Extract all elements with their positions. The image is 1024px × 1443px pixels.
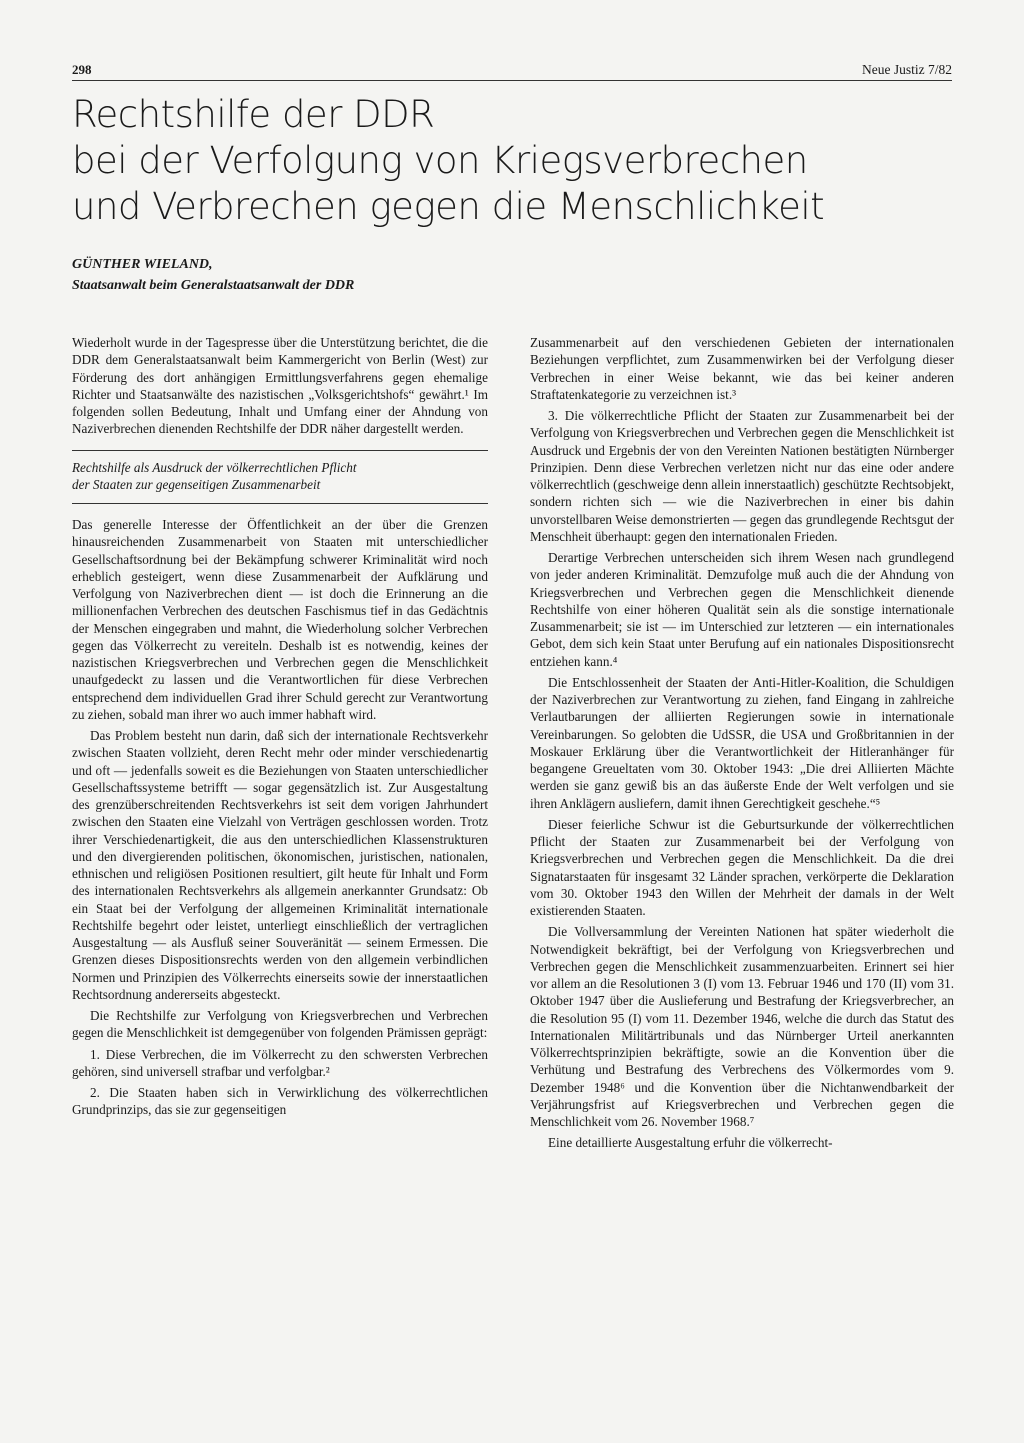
body-paragraph: Das Problem besteht nun darin, daß sich der internationale Rechtsverkehr zwischen Staaten vollzieht, deren Recht mehr oder minder verschiedenartig und oft — jedenfalls soweit es die Beziehungen von Staaten unterschiedlicher Gesellschaftssysteme betrifft — sogar gegensätzlich ist. Zur Ausgestaltung des grenzüberschreitenden Rechtsverkehrs ist seit dem vorigen Jahrhundert zwischen den Staaten eine Vielzahl von Verträgen geschlossen worden. Trotz ihrer Verschiedenartigkeit, die aus den unterschiedlichen Klassenstrukturen und den divergierenden politischen, ökonomischen, juristischen, nationalen, ethnischen und religiösen Positionen resultiert, gilt heute für Inhalt und Form des internationalen Rechtsverkehrs als allgemein anerkannter Grundsatz: Ob ein Staat bei der Verfolgung der allgemeinen Kriminalität internationale Rechtshilfe begehrt oder leistet, unterliegt einschließlich der vertraglichen Ausgestaltung — als Ausfluß seiner Souveränität — seinem Ermessen. Die Grenzen dieses Dispositionsrechts werden von den allgemein verbindlichen Normen und Prinzipien des Völkerrechts einerseits sowie der innerstaatlichen Rechtsordnung andererseits abgesteckt. — [72, 728, 488, 1002]
body-paragraph: Die Vollversammlung der Vereinten Nationen hat später wiederholt die Notwendigkeit bekräftigt, bei der Verfolgung von Kriegsverbrechen und Verbrechen gegen die Menschlichkeit zusammenzuarbeiten. Erinnert sei hier vor allem an die Resolutionen 3 (I) vom 13. Februar 1946 und 170 (II) vom 31. Oktober 1947 über die Auslieferung und Bestrafung der Kriegsverbrecher, an die Resolution 95 (I) vom 11. Dezember 1946, welche die durch das Statut des Internationalen Militärtribunals und das Nürnberger Urteil anerkannten Völkerrechtsprinzipien bekräftigte, sowie an die Konvention über die Verhütung und Bestrafung des Verbrechens des Völkermordes vom 9. Dezember 1948⁶ und die Konvention über die Nichtanwendbarkeit der Verjährungsfrist auf Kriegsverbrechen und Verbrechen gegen die Menschlichkeit vom 26. November 1968.⁷ — [530, 924, 954, 1129]
author-role: Staatsanwalt beim Generalstaatsanwalt der DDR — [72, 278, 355, 293]
page-number: 298 — [72, 62, 92, 77]
section-subheading — [72, 459, 488, 494]
left-column — [72, 334, 488, 1123]
body-paragraph: Dieser feierliche Schwur ist die Geburtsurkunde der völkerrechtlichen Pflicht der Staaten zur Zusammenarbeit bei der Verfolgung von Kriegsverbrechen und Verbrechen gegen die Menschlichkeit. Da die drei Signatarstaaten für insgesamt 32 Länder sprachen, verkörperte die Deklaration vom 30. Oktober 1943 den Willen der Mehrheit der damals in der Welt existierenden Staaten. — [530, 816, 954, 918]
subheading-line-2: der Staaten zur gegenseitigen Zusammenarbeit — [72, 476, 321, 492]
body-paragraph: Die Entschlossenheit der Staaten der Anti-Hitler-Koalition, die Schuldigen der Naziverbrechen zur Verantwortung zu ziehen, fand Eingang in zahlreiche Verlautbarungen der alliierten Regierungen sowie in internationale Vereinbarungen. So gelobten die UdSSR, die USA und Großbritannien in der Moskauer Erklärung über die Verantwortlichkeit der Hitleranhänger für begangene Greueltaten vom 30. Oktober 1943: „Die drei Alliierten Mächte werden sie ganz gewiß bis an das äußerste Ende der Welt verfolgen und sie ihren Anklägern ausliefern, damit ihnen Gerechtigkeit geschehe.“⁵ — [530, 674, 954, 811]
body-paragraph: Das generelle Interesse der Öffentlichkeit an der über die Grenzen hinausreichenden Zusammenarbeit von Staaten mit unterschiedlicher Gesellschaftsordnung bei der Bekämpfung schwerer Kriminalität wird noch erheblich gesteigert, wenn diese Zusammenarbeit der Aufklärung und Verfolgung von Naziverbrechen dient — ist doch die Erinnerung an die millionenfachen Verbrechen des deutschen Faschismus tief in das Gedächtnis der Menschen eingegraben und mahnt, die Wiederholung solcher Verbrechen gegen das Völkerrecht zu vereiteln. Deshalb ist es notwendig, keines der nazistischen Kriegsverbrechen und Verbrechen gegen die Menschlichkeit unaufgedeckt zu lassen und die Verantwortlichen für diese Verbrechen entsprechend dem individuellen Grad ihrer Schuld gerecht zur Verantwortung zu ziehen, sobald man ihrer wo auch immer habhaft wird. — [72, 517, 488, 722]
body-paragraph: Eine detaillierte Ausgestaltung erfuhr die völkerrecht- — [548, 1135, 833, 1151]
intro-paragraph: Wiederholt wurde in der Tagespresse über die Unterstützung berichtet, die die DDR dem Generalstaatsanwalt beim Kammergericht von Berlin (West) zur Förderung des dort anhängigen Ermittlungsverfahrens gegen ehemalige Richter und Staatsanwälte des nazistischen „Volksgerichtshofs“ gewährt.¹ Im folgenden sollen Bedeutung, Inhalt und Umfang einer der Ahndung von Naziverbrechen dienenden Rechtshilfe der DDR näher dargestellt werden. — [72, 335, 488, 437]
author-name: GÜNTHER WIELAND, — [72, 257, 213, 272]
journal-issue: Neue Justiz 7/82 — [862, 62, 952, 77]
body-paragraph: Die Rechtshilfe zur Verfolgung von Kriegsverbrechen und Verbrechen gegen die Menschlichkeit ist demgegenüber von folgenden Prämissen geprägt: — [72, 1008, 488, 1041]
subheading-line-1: Rechtshilfe als Ausdruck der völkerrechtlichen Pflicht — [72, 459, 357, 475]
article-title — [72, 92, 952, 230]
subheading-rule-bottom — [72, 503, 488, 504]
title-line-1: Rechtshilfe der DDR — [72, 93, 435, 136]
author-block — [72, 254, 492, 296]
right-column — [530, 334, 954, 1156]
list-item-1: 1. Diese Verbrechen, die im Völkerrecht zu den schwersten Verbrechen gehören, sind universell strafbar und verfolgbar.² — [72, 1046, 488, 1079]
list-item-2: 2. Die Staaten haben sich in Verwirklichung des völkerrechtlichen Grundprinzips, das sie zur gegenseitigen — [72, 1085, 488, 1118]
title-line-3: und Verbrechen gegen die Menschlichkeit — [72, 185, 825, 228]
body-paragraph: Derartige Verbrechen unterscheiden sich ihrem Wesen nach grundlegend von jeder anderen Kriminalität. Demzufolge muß auch die der Ahndung von Kriegsverbrechen und Verbrechen gegen die Menschlichkeit dienende Rechtshilfe von einer höheren Qualität sein als die sonstige internationale Zusammenarbeit; sie ist — im Unterschied zur letzteren — ein internationales Gebot, dem sich kein Staat unter Berufung auf ein nationales Dispositionsrecht entziehen kann.⁴ — [530, 550, 954, 669]
subheading-rule-top — [72, 450, 488, 451]
body-paragraph: Zusammenarbeit auf den verschiedenen Gebieten der internationalen Beziehungen verpflichtet, zum Zusammenwirken bei der Verfolgung dieser Verbrechen in einer Weise bekannt, wie das bei keiner anderen Straftatenkategorie zu verzeichnen ist.³ — [530, 335, 954, 402]
header-rule — [72, 80, 952, 81]
title-line-2: bei der Verfolgung von Kriegsverbrechen — [72, 139, 808, 182]
list-item-3: 3. Die völkerrechtliche Pflicht der Staaten zur Zusammenarbeit bei der Verfolgung von Kriegsverbrechen und Verbrechen gegen die Menschlichkeit ist Ausdruck und Ergebnis der von den Vereinten Nationen bestätigten Nürnberger Prinzipien. Denn diese Verbrechen verletzen nicht nur das eine oder andere völkerrechtlich (geschweige denn allein innerstaatlich) geschützte Rechtsobjekt, sondern richten sich — wie die Naziverbrechen in einer bis dahin unvorstellbaren Weise demonstrierten — gegen das grundlegende Rechtsgut der Menschheit überhaupt: gegen den internationalen Frieden. — [530, 408, 954, 544]
